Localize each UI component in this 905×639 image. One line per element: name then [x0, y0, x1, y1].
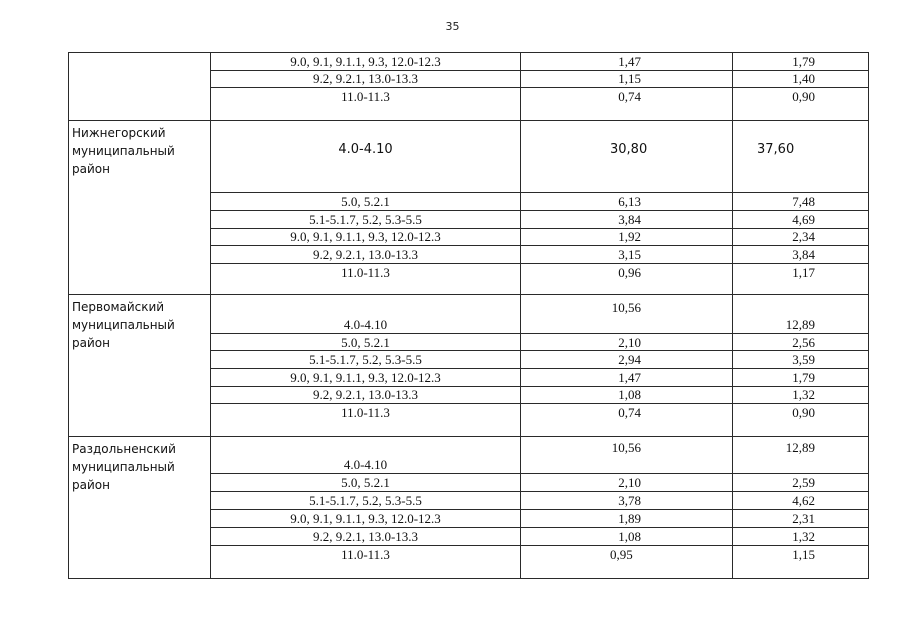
rate-value-2: 1,32 — [792, 387, 815, 402]
rate-value-2: 3,59 — [792, 352, 815, 367]
land-use-code: 5.1-5.1.7, 5.2, 5.3-5.5 — [309, 352, 422, 367]
land-use-code: 11.0-11.3 — [341, 89, 390, 104]
rate-value-2: 1,17 — [792, 265, 815, 280]
rate-value-2: 1,40 — [792, 71, 815, 86]
rate-value-1: 0,74 — [618, 89, 641, 104]
rate-value-1: 2,10 — [618, 475, 641, 490]
rate-value-2: 4,62 — [792, 493, 815, 508]
land-use-code: 9.0, 9.1, 9.1.1, 9.3, 12.0-12.3 — [290, 511, 441, 526]
land-use-code: 9.2, 9.2.1, 13.0-13.3 — [312, 387, 419, 402]
rate-value-2: 2,31 — [792, 511, 815, 526]
rate-value-1: 1,08 — [618, 529, 641, 544]
land-use-code: 11.0-11.3 — [341, 547, 390, 562]
land-use-code: 5.1-5.1.7, 5.2, 5.3-5.5 — [309, 493, 422, 508]
land-use-code: 5.1-5.1.7, 5.2, 5.3-5.5 — [309, 212, 422, 227]
rate-value-1: 1,15 — [618, 71, 641, 86]
land-use-code: 4.0-4.10 — [338, 142, 393, 157]
rate-value-2: 4,69 — [792, 212, 815, 227]
district-name-nizhnegorsky: Нижнегорский муниципальный район — [72, 126, 175, 176]
rate-value-2: 1,79 — [792, 54, 815, 69]
rate-value-1: 10,56 — [611, 440, 641, 455]
rate-value-2: 37,60 — [757, 142, 795, 157]
rate-value-1: 1,92 — [618, 229, 641, 244]
land-use-code: 4.0-4.10 — [343, 457, 388, 472]
rate-value-2: 0,90 — [792, 405, 815, 420]
land-use-code: 11.0-11.3 — [341, 405, 390, 420]
rate-value-1: 3,84 — [618, 212, 641, 227]
rate-value-1: 10,56 — [611, 300, 641, 315]
rate-value-2: 2,34 — [792, 229, 815, 244]
rate-value-1: 0,74 — [618, 405, 641, 420]
land-use-code: 11.0-11.3 — [341, 265, 390, 280]
rate-value-2: 1,15 — [792, 547, 815, 562]
rate-value-2: 3,84 — [792, 247, 815, 262]
district-name-razdolnensky: Раздольненский муниципальный район — [72, 442, 176, 492]
table-border-bottom — [68, 578, 869, 579]
rate-value-1: 2,94 — [618, 352, 641, 367]
land-use-code: 5.0, 5.2.1 — [341, 475, 390, 490]
land-use-code: 9.0, 9.1, 9.1.1, 9.3, 12.0-12.3 — [290, 370, 441, 385]
rate-value-2: 0,90 — [792, 89, 815, 104]
section-divider-nizhnegorsky — [68, 120, 869, 121]
page-number: 35 — [445, 20, 460, 33]
rate-value-1: 6,13 — [618, 194, 641, 209]
rate-value-1: 1,89 — [618, 511, 641, 526]
rate-value-2: 12,89 — [785, 440, 815, 455]
rate-value-1: 1,47 — [618, 54, 641, 69]
rate-value-1: 2,10 — [618, 335, 641, 350]
land-use-code: 9.2, 9.2.1, 13.0-13.3 — [312, 529, 419, 544]
rate-value-1: 30,80 — [610, 142, 648, 157]
land-use-code: 9.0, 9.1, 9.1.1, 9.3, 12.0-12.3 — [290, 54, 441, 69]
land-use-code: 9.0, 9.1, 9.1.1, 9.3, 12.0-12.3 — [290, 229, 441, 244]
table-border-right — [868, 52, 869, 579]
land-use-code: 4.0-4.10 — [343, 317, 388, 332]
district-name-pervomaysky: Первомайский муниципальный район — [72, 300, 175, 350]
rate-value-2: 1,79 — [792, 370, 815, 385]
rate-value-2: 1,32 — [792, 529, 815, 544]
land-use-code: 9.2, 9.2.1, 13.0-13.3 — [312, 71, 419, 86]
rate-value-1: 3,78 — [618, 493, 641, 508]
rate-value-1: 0,96 — [618, 265, 641, 280]
section-divider-pervomaysky-bottom — [68, 436, 869, 437]
rate-value-1: 0,95 — [610, 547, 633, 562]
land-use-code: 5.0, 5.2.1 — [341, 335, 390, 350]
rate-value-1: 3,15 — [618, 247, 641, 262]
land-use-code: 5.0, 5.2.1 — [341, 194, 390, 209]
rate-value-2: 12,89 — [785, 317, 815, 332]
rate-value-2: 2,56 — [792, 335, 815, 350]
rate-value-1: 1,08 — [618, 387, 641, 402]
land-use-code: 9.2, 9.2.1, 13.0-13.3 — [312, 247, 419, 262]
rate-value-1: 1,47 — [618, 370, 641, 385]
table-border-left — [68, 52, 69, 579]
rate-value-2: 7,48 — [792, 194, 815, 209]
rate-value-2: 2,59 — [792, 475, 815, 490]
section-divider-nizhnegorsky-bottom — [68, 294, 869, 295]
